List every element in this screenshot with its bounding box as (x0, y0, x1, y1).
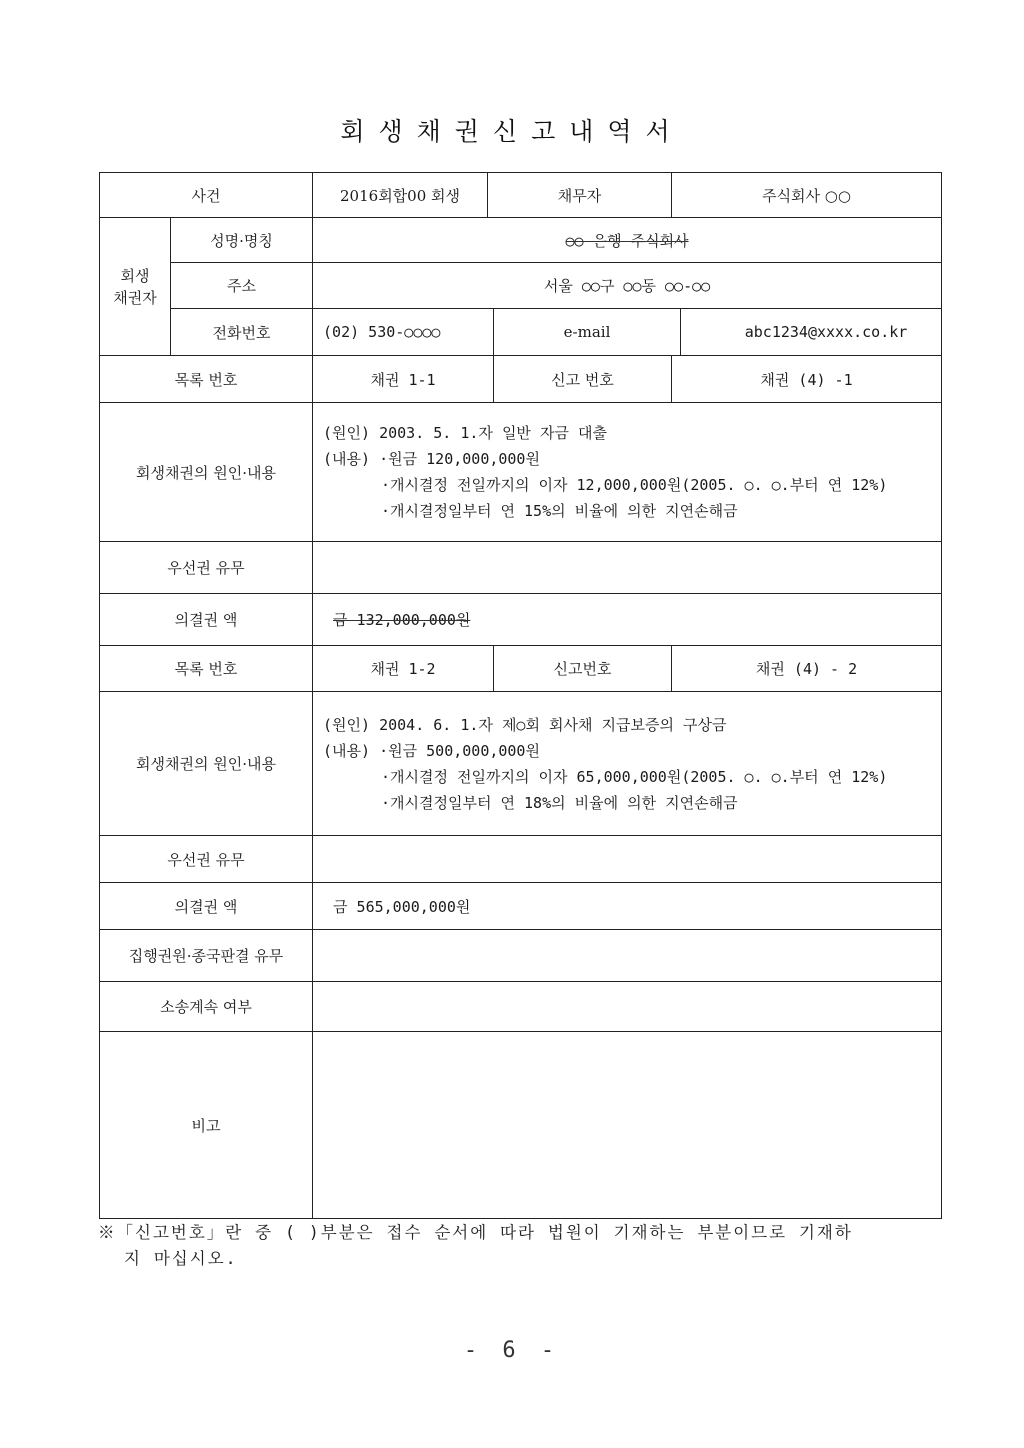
remarks-value (313, 1032, 942, 1219)
debtor-label: 채무자 (488, 173, 672, 218)
claim-2-priority-value (313, 836, 942, 883)
claim-1-cause-row (100, 403, 942, 542)
claim-2-list-label: 목록 번호 (100, 646, 313, 692)
claim-1-list-value: 채권 1-1 (313, 356, 494, 403)
claim-2-report-label: 신고번호 (494, 646, 672, 692)
claim-2-cause-label: 회생채권의 원인·내용 (100, 692, 313, 836)
creditor-name-row (100, 218, 942, 263)
creditor-name-value: ○○ 은행 주식회사 (565, 231, 689, 250)
claim-1-list-label: 목록 번호 (100, 356, 313, 403)
claim-1-cause-label: 회생채권의 원인·내용 (100, 403, 313, 542)
creditor-name-label: 성명·명칭 (171, 218, 313, 263)
execution-value (313, 930, 942, 982)
claim-2-cause-content (313, 692, 942, 836)
execution-label: 집행권원·종국판결 유무 (100, 930, 313, 982)
remarks-row (100, 1032, 942, 1219)
case-value: 2016회합00 회생 (313, 173, 488, 218)
creditor-address-label: 주소 (171, 263, 313, 309)
creditor-phone-label: 전화번호 (171, 309, 313, 356)
creditor-address-row (100, 263, 942, 309)
creditor-email-value: abc1234@xxxx.co.kr (681, 309, 942, 356)
claim-2-cause-row (100, 692, 942, 836)
footnote-line1: ※「신고번호」란 중 ( )부분은 접수 순서에 따라 법원이 기재하는 부분이므로 기재하 (98, 1223, 853, 1242)
claim-2-vote-value: 금 565,000,000원 (313, 883, 942, 930)
claim-1-cause-line1: (원인) 2003. 5. 1.자 일반 자금 대출 (323, 424, 607, 442)
litigation-label: 소송계속 여부 (100, 982, 313, 1032)
claim-1-cause-content (313, 403, 942, 542)
claim-1-report-label: 신고 번호 (494, 356, 672, 403)
litigation-row (100, 982, 942, 1032)
footnote (98, 1220, 958, 1272)
creditor-contact-row (100, 309, 942, 356)
litigation-value (313, 982, 942, 1032)
document-title: 회생채권신고내역서 (340, 117, 684, 146)
execution-row (100, 930, 942, 982)
claim-1-priority-value (313, 542, 942, 594)
claim-1-cause-line3: ·개시결정 전일까지의 이자 12,000,000원(2005. ○. ○.부터 연 12%) (381, 476, 888, 494)
claim-report-table (99, 172, 942, 1219)
claim-1-vote-label: 의결권 액 (100, 594, 313, 646)
claim-1-cause-line2: (내용) ·원금 120,000,000원 (323, 450, 540, 468)
creditor-phone-value: (02) 530-○○○○ (313, 309, 494, 356)
claim-2-list-value: 채권 1-2 (313, 646, 494, 692)
claim-2-vote-label: 의결권 액 (100, 883, 313, 930)
claim-1-priority-row (100, 542, 942, 594)
claim-2-priority-label: 우선권 유무 (100, 836, 313, 883)
claim-2-vote-row (100, 883, 942, 930)
claim-1-vote-row (100, 594, 942, 646)
claim-2-number-row (100, 646, 942, 692)
claim-2-priority-row (100, 836, 942, 883)
creditor-group-label: 회생 채권자 (100, 218, 171, 356)
footnote-line2: 지 마십시오. (124, 1249, 238, 1268)
claim-2-cause-line4: ·개시결정일부터 연 18%의 비율에 의한 지연손해금 (381, 793, 738, 812)
case-row (100, 173, 942, 218)
debtor-value: 주식회사 ○○ (672, 173, 942, 218)
claim-1-vote-value: 금 132,000,000원 (333, 611, 471, 629)
remarks-label: 비고 (100, 1032, 313, 1219)
page-number: - 6 - (463, 1338, 561, 1363)
claim-1-priority-label: 우선권 유무 (100, 542, 313, 594)
creditor-email-label: e-mail (494, 309, 681, 356)
claim-2-cause-line2: (내용) ·원금 500,000,000원 (323, 741, 540, 760)
claim-2-cause-line1: (원인) 2004. 6. 1.자 제○회 회사채 지급보증의 구상금 (323, 715, 727, 734)
claim-1-number-row (100, 356, 942, 403)
claim-2-report-value: 채권 (4) - 2 (672, 646, 942, 692)
claim-1-report-value: 채권 (4) -1 (672, 356, 942, 403)
case-label: 사건 (100, 173, 313, 218)
creditor-address-value: 서울 ○○구 ○○동 ○○-○○ (313, 263, 942, 309)
claim-2-cause-line3: ·개시결정 전일까지의 이자 65,000,000원(2005. ○. ○.부터 연 12%) (381, 767, 888, 786)
claim-1-cause-line4: ·개시결정일부터 연 15%의 비율에 의한 지연손해금 (381, 502, 738, 520)
